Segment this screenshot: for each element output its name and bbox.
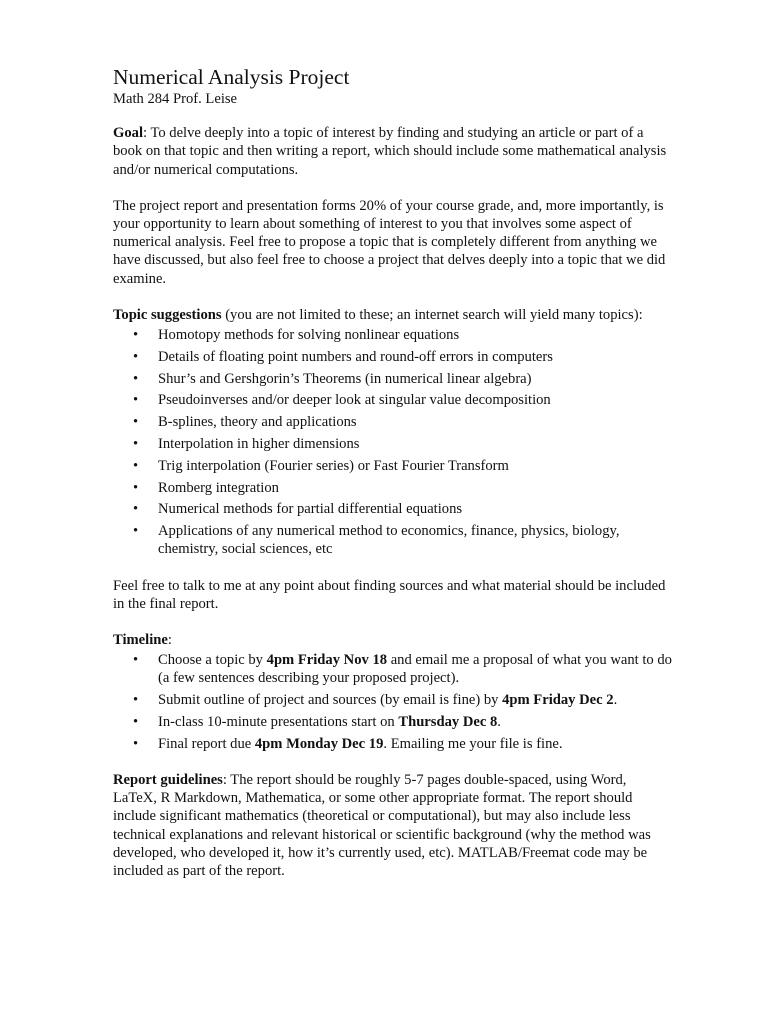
list-item xyxy=(113,457,673,475)
topic-item: Romberg integration xyxy=(158,479,279,496)
list-item xyxy=(113,735,673,753)
report-guidelines-paragraph xyxy=(113,771,673,880)
timeline-pre: Submit outline of project and sources (by email is fine) by xyxy=(158,692,503,709)
course-subtitle: Math 284 Prof. Leise xyxy=(113,91,238,107)
timeline-post: . Emailing me your file is fine. xyxy=(383,735,563,752)
timeline-pre: Choose a topic by xyxy=(158,652,267,669)
bullet-icon: • xyxy=(133,714,139,731)
bullet-icon: • xyxy=(133,692,139,709)
topics-text: (you are not limited to these; an internet search will yield many topics): xyxy=(221,306,643,323)
bullet-icon: • xyxy=(133,414,139,431)
list-item xyxy=(113,348,673,366)
bullet-icon: • xyxy=(133,392,139,409)
bullet-icon: • xyxy=(133,652,139,669)
bullet-icon: • xyxy=(133,327,139,344)
bullet-icon: • xyxy=(133,735,139,752)
list-item xyxy=(113,391,673,409)
page-title: Numerical Analysis Project xyxy=(113,65,350,89)
topic-item: Pseudoinverses and/or deeper look at singular value decomposition xyxy=(158,392,551,409)
timeline-colon: : xyxy=(167,632,172,649)
topic-item: Applications of any numerical method to economics, finance, physics, biology, chemistry, social sciences, etc xyxy=(158,523,620,558)
report-guidelines-text: : The report should be roughly 5-7 pages double-spaced, using Word, LaTeX, R Markdown, Mathematica, or some other appropriate format. The report should include significant mathematics (theoretical or computational), but may also include less technical explanations and relevant historical or scientific background (why the method was developed, who developed it, how it’s currently used, etc). MATLAB/Freemat code may be included as part of the report. xyxy=(113,772,651,880)
topic-item: Details of floating point numbers and round-off errors in computers xyxy=(158,348,553,365)
document-page xyxy=(113,64,673,880)
timeline-deadline: 4pm Friday Nov 18 xyxy=(266,652,388,669)
list-item xyxy=(113,691,673,709)
list-item xyxy=(113,522,673,558)
timeline-deadline: Thursday Dec 8 xyxy=(398,714,498,731)
list-item xyxy=(113,500,673,518)
list-item xyxy=(113,413,673,431)
topics-label: Topic suggestions xyxy=(113,306,222,323)
topic-item: B-splines, theory and applications xyxy=(158,414,357,431)
topic-item: Numerical methods for partial differential equations xyxy=(158,501,463,518)
intro-paragraph: The project report and presentation forms 20% of your course grade, and, more importantly, is your opportunity to learn about something of interest to you that involves some aspect of numerical analysis. Feel free to propose a topic that is completely different from anything we have discussed, but also feel free to choose a project that delves deeply into a topic that we did examine. xyxy=(113,197,666,287)
bullet-icon: • xyxy=(133,479,139,496)
bullet-icon: • xyxy=(133,457,139,474)
list-item xyxy=(113,479,673,497)
goal-paragraph xyxy=(113,124,673,179)
timeline-pre: In-class 10-minute presentations start on xyxy=(158,714,399,731)
bullet-icon: • xyxy=(133,370,139,387)
timeline-post: and email me a proposal of what you want to do (a few sentences describing your proposed project). xyxy=(158,652,672,687)
list-item xyxy=(113,713,673,731)
goal-label: Goal xyxy=(113,125,143,142)
list-item xyxy=(113,370,673,388)
report-guidelines-label: Report guidelines xyxy=(113,772,223,789)
bullet-icon: • xyxy=(133,523,139,540)
sources-paragraph: Feel free to talk to me at any point about finding sources and what material should be included in the final report. xyxy=(113,577,666,612)
timeline-deadline: 4pm Monday Dec 19 xyxy=(254,735,384,752)
bullet-icon: • xyxy=(133,348,139,365)
timeline-label: Timeline xyxy=(113,632,168,649)
timeline-post: . xyxy=(613,692,618,709)
topics-heading xyxy=(113,306,673,324)
list-item xyxy=(113,435,673,453)
timeline-list xyxy=(113,651,673,753)
timeline-pre: Final report due xyxy=(158,735,255,752)
topic-item: Trig interpolation (Fourier series) or Fast Fourier Transform xyxy=(158,457,509,474)
bullet-icon: • xyxy=(133,501,139,518)
topic-item: Shur’s and Gershgorin’s Theorems (in numerical linear algebra) xyxy=(158,370,532,387)
bullet-icon: • xyxy=(133,436,139,453)
timeline-heading xyxy=(113,631,673,649)
list-item xyxy=(113,651,673,687)
goal-text: : To delve deeply into a topic of interest by finding and studying an article or part of a book on that topic and then writing a report, which should include some mathematical analysis and/or numerical computations. xyxy=(113,125,667,178)
topic-list xyxy=(113,326,673,559)
topic-item: Interpolation in higher dimensions xyxy=(158,436,360,453)
timeline-post: . xyxy=(497,714,501,731)
topic-item: Homotopy methods for solving nonlinear equations xyxy=(158,327,460,344)
list-item xyxy=(113,326,673,344)
timeline-deadline: 4pm Friday Dec 2 xyxy=(502,692,614,709)
